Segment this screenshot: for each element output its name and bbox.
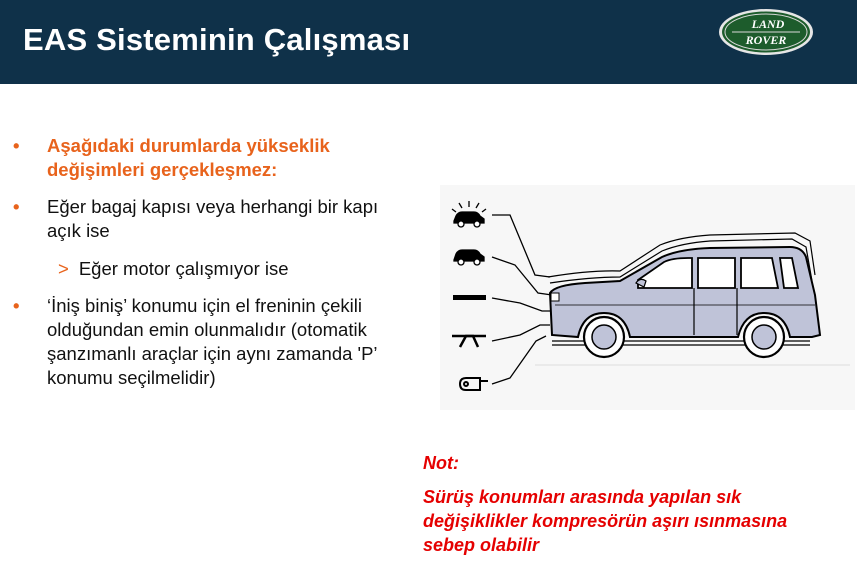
access-height-icon — [453, 295, 486, 300]
note-body: Sürüş konumları arasında yapılan sık değişiklikler kompresörün aşırı ısınmasına sebep olabilir — [423, 487, 788, 555]
bullet-marker: • — [13, 295, 20, 316]
bullet-item-handbrake — [13, 294, 417, 390]
bullet-item-handbrake-text: ‘İniş biniş’ konumu için el freninin çekili olduğundan emin olunmalıdır (otomatik şanzımanlı araçlar için aynı zamanda 'P’ konumu seçilmelidir) — [47, 295, 377, 388]
slide-header — [0, 0, 857, 84]
logo-text-rover: ROVER — [745, 33, 787, 47]
slide-title: EAS Sisteminin Çalışması — [23, 22, 411, 57]
sub-bullet-marker: > — [58, 258, 69, 279]
bullet-item-doors — [13, 195, 407, 243]
bullet-item-doors-text: Eğer bagaj kapısı veya herhangi bir kapı açık ise — [47, 196, 379, 241]
sub-bullet-engine-text: Eğer motor çalışmıyor ise — [78, 258, 289, 279]
bullet-marker: • — [13, 135, 20, 156]
sub-bullet-engine — [58, 257, 289, 281]
land-rover-logo — [718, 8, 814, 56]
bullet-marker: • — [13, 196, 20, 217]
bullet-heading-text: Aşağıdaki durumlarda yükseklik değişimleri gerçekleşmez: — [47, 135, 330, 180]
ride-height-diagram — [440, 185, 855, 410]
logo-text-land: LAND — [751, 17, 785, 31]
note-title: Not: — [423, 453, 459, 473]
bullet-heading — [13, 134, 407, 182]
